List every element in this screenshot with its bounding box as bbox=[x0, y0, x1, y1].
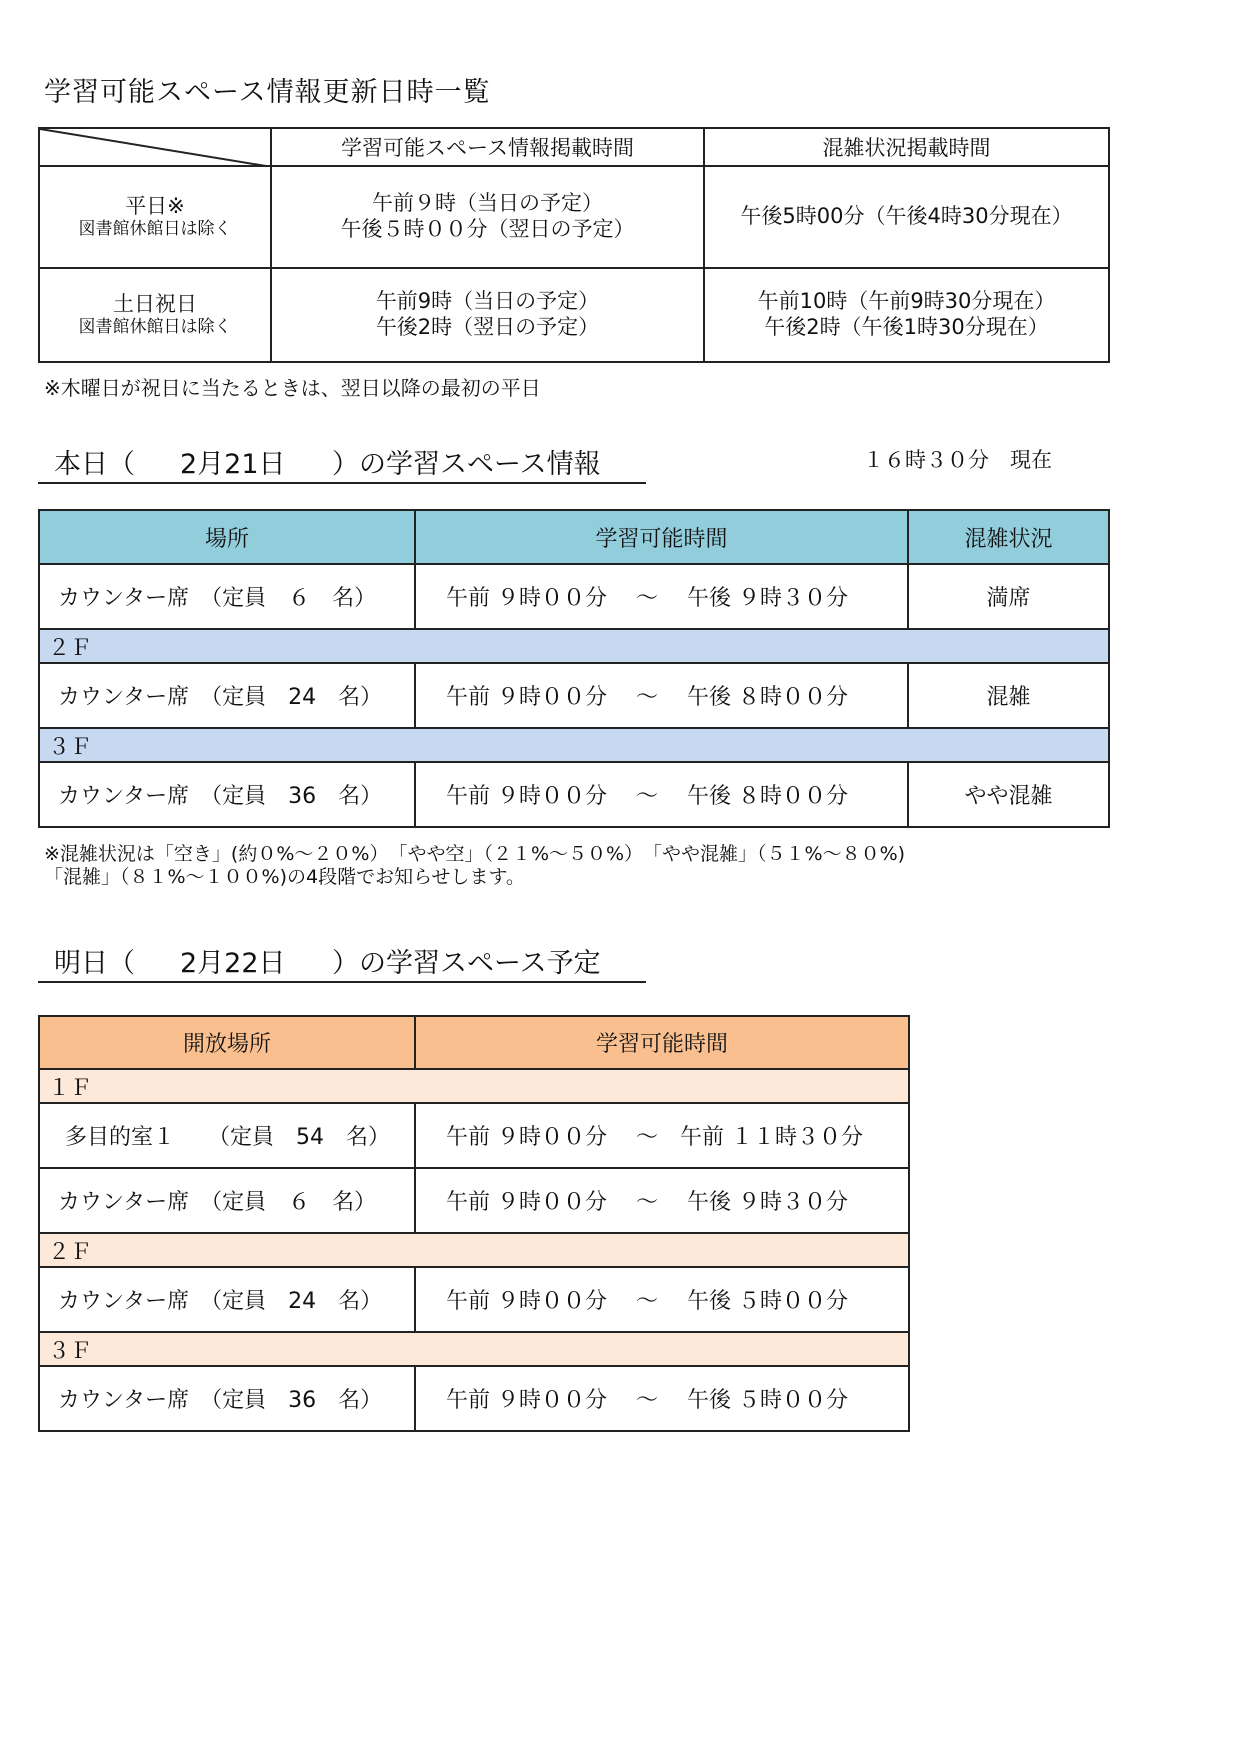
place-cell: カウンター席 （定員 24 名） bbox=[39, 1267, 415, 1332]
table-row bbox=[39, 1168, 909, 1233]
page-title: 学習可能スペース情報更新日時一覧 bbox=[44, 77, 491, 108]
place-cell: カウンター席 （定員 ６ 名） bbox=[39, 564, 415, 629]
status-cell: 満席 bbox=[908, 564, 1109, 629]
header-time: 学習可能時間 bbox=[415, 510, 908, 564]
time-cell: 午前 ９時００分 ～ 午後 ５時００分 bbox=[415, 1366, 909, 1431]
tomorrow-heading-prefix: 明日（ bbox=[54, 948, 135, 979]
table-row bbox=[39, 1103, 909, 1168]
time-cell: 午前 ９時００分 ～ 午後 ８時００分 bbox=[415, 762, 908, 827]
congestion-time-cell bbox=[704, 268, 1109, 362]
day-type: 平日※ bbox=[125, 193, 185, 218]
day-type-cell bbox=[39, 268, 271, 362]
floor-row bbox=[39, 1332, 909, 1366]
day-type-note: 図書館休館日は除く bbox=[78, 219, 232, 240]
time-cell: 午前 ９時００分 ～ 午後 ９時３０分 bbox=[415, 1168, 909, 1233]
floor-row bbox=[39, 629, 1109, 663]
day-type: 土日祝日 bbox=[113, 291, 197, 316]
place-cell: 多目的室１ （定員 54 名） bbox=[39, 1103, 415, 1168]
place-cell: カウンター席 （定員 24 名） bbox=[39, 663, 415, 728]
post-time-cell bbox=[271, 268, 704, 362]
congestion-time-line: 午前10時（午前9時30分現在） bbox=[757, 289, 1056, 314]
holiday-note: ※木曜日が祝日に当たるときは、翌日以降の最初の平日 bbox=[44, 376, 541, 400]
as-of-time: １６時３０分 現在 bbox=[863, 448, 1052, 472]
congestion-note bbox=[44, 843, 905, 889]
post-time-line: 午前９時（当日の予定） bbox=[372, 191, 603, 216]
today-date: 2月21日 bbox=[180, 449, 286, 480]
table-row bbox=[39, 663, 1109, 728]
update-schedule-table bbox=[38, 127, 1110, 363]
place-cell: カウンター席 （定員 36 名） bbox=[39, 1366, 415, 1431]
time-cell: 午前 ９時００分 ～ 午後 ８時００分 bbox=[415, 663, 908, 728]
diagonal-header-cell bbox=[39, 128, 271, 166]
today-heading bbox=[38, 438, 646, 484]
status-cell: やや混雑 bbox=[908, 762, 1109, 827]
header-open-place: 開放場所 bbox=[39, 1016, 415, 1069]
day-type-note: 図書館休館日は除く bbox=[78, 317, 232, 338]
tomorrow-heading-suffix: ）の学習スペース予定 bbox=[332, 948, 601, 979]
today-heading-suffix: ）の学習スペース情報 bbox=[332, 449, 601, 480]
post-time-line: 午後５時００分（翌日の予定） bbox=[340, 217, 635, 241]
time-cell: 午前 ９時００分 ～ 午前 １１時３０分 bbox=[415, 1103, 909, 1168]
today-heading-prefix: 本日（ bbox=[54, 449, 135, 480]
diagonal-line bbox=[40, 129, 272, 167]
post-time-line: 午前9時（当日の予定） bbox=[375, 289, 600, 314]
table-row bbox=[39, 1267, 909, 1332]
day-type-cell bbox=[39, 166, 271, 268]
tomorrow-space-table bbox=[38, 1015, 910, 1432]
place-cell: カウンター席 （定員 36 名） bbox=[39, 762, 415, 827]
place-cell: カウンター席 （定員 ６ 名） bbox=[39, 1168, 415, 1233]
table-row bbox=[39, 268, 1109, 362]
header-time: 学習可能時間 bbox=[415, 1016, 909, 1069]
floor-label: ２Ｆ bbox=[39, 1233, 909, 1267]
time-cell: 午前 ９時００分 ～ 午後 ５時００分 bbox=[415, 1267, 909, 1332]
floor-label: ３Ｆ bbox=[39, 1332, 909, 1366]
congestion-time-cell bbox=[704, 166, 1109, 268]
header-post-time: 学習可能スペース情報掲載時間 bbox=[271, 128, 704, 166]
tomorrow-date: 2月22日 bbox=[180, 948, 286, 979]
floor-row bbox=[39, 1069, 909, 1103]
congestion-note-line: ※混雑状況は「空き」(約０%～２０%） 「やや空」（２１%～５０%） 「やや混雑」（５１%～８０%) bbox=[44, 843, 906, 865]
floor-row bbox=[39, 728, 1109, 762]
floor-label: ２Ｆ bbox=[39, 629, 1109, 663]
tomorrow-heading bbox=[38, 937, 646, 983]
header-status: 混雑状況 bbox=[908, 510, 1109, 564]
post-time-cell bbox=[271, 166, 704, 268]
table-row bbox=[39, 564, 1109, 629]
congestion-time-line: 午後5時00分（午後4時30分現在） bbox=[740, 204, 1073, 229]
today-space-table bbox=[38, 509, 1110, 828]
table-row bbox=[39, 762, 1109, 827]
floor-row bbox=[39, 1233, 909, 1267]
floor-label: １Ｆ bbox=[39, 1069, 909, 1103]
congestion-time-line: 午後2時（午後1時30分現在） bbox=[764, 315, 1049, 339]
table-row bbox=[39, 166, 1109, 268]
header-place: 場所 bbox=[39, 510, 415, 564]
time-cell: 午前 ９時００分 ～ 午後 ９時３０分 bbox=[415, 564, 908, 629]
congestion-note-line: 「混雑」（８１%～１００%)の4段階でお知らせします。 bbox=[44, 866, 526, 889]
floor-label: ３Ｆ bbox=[39, 728, 1109, 762]
header-congestion-time: 混雑状況掲載時間 bbox=[704, 128, 1109, 166]
status-cell: 混雑 bbox=[908, 663, 1109, 728]
table-row bbox=[39, 1366, 909, 1431]
post-time-line: 午後2時（翌日の予定） bbox=[375, 315, 600, 339]
